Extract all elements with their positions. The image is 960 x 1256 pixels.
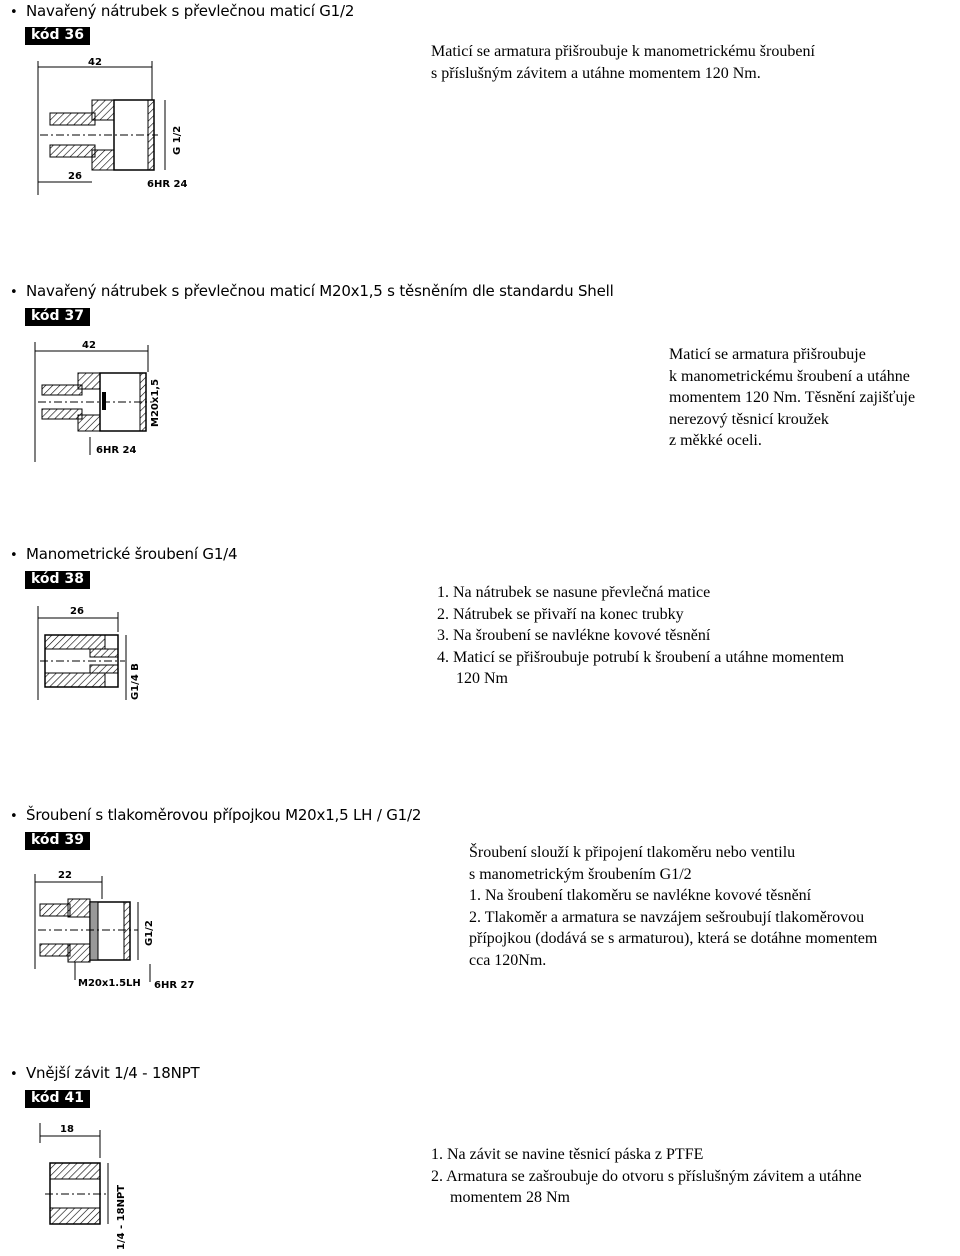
dim-length: 26 bbox=[70, 606, 84, 617]
dim-length: 22 bbox=[58, 870, 72, 881]
dim-hex: 6HR 24 bbox=[96, 445, 137, 456]
code-badge: kód 36 bbox=[25, 27, 90, 45]
section-heading: • Manometrické šroubení G1/4 bbox=[10, 545, 238, 563]
section-heading: • Vnější závit 1/4 - 18NPT bbox=[10, 1064, 200, 1082]
description: 1. Na nátrubek se nasune převlečná matice 2. Nátrubek se přivaří na konec trubky 3. Na šroubení se navlékne kovové těsnění 4. Maticí se přišroubuje potrubí k šroubení a utáhne momentem 120 Nm bbox=[437, 584, 845, 687]
dim-hex: 6HR 27 bbox=[154, 980, 195, 991]
section-heading: • Navařený nátrubek s převlečnou maticí G1/2 bbox=[10, 2, 355, 20]
description: 1. Na závit se navine těsnicí páska z PTFE 2. Armatura se zašroubuje do otvoru s příslušným závitem a utáhne momentem 28 Nm bbox=[431, 1146, 862, 1206]
dim-thread: 1/4 - 18NPT bbox=[116, 1184, 127, 1250]
fitting-drawing bbox=[30, 1118, 150, 1256]
fitting-drawing bbox=[30, 55, 200, 200]
description: Maticí se armatura přišroubuje k manometrickému šroubení s příslušným závitem a utáhne momentem 120 Nm. bbox=[431, 43, 815, 82]
dim-thread: M20x1,5 bbox=[150, 378, 161, 427]
code-badge: kód 41 bbox=[25, 1090, 90, 1108]
description: Šroubení slouží k připojení tlakoměru nebo ventilu s manometrickým šroubením G1/2 1. Na šroubení tlakoměru se navlékne kovové těsnění 2. Tlakoměr a armatura se navzájem sešroubují tlakoměrovou přípojkou (dodává se s armaturou), která se dotáhne momentem cca 120Nm. bbox=[469, 844, 878, 969]
dim-thread: G1/4 B bbox=[130, 663, 141, 700]
dim-length: 42 bbox=[82, 340, 96, 351]
dim-thread: G1/2 bbox=[144, 920, 155, 946]
dim-hex: 6HR 24 bbox=[147, 179, 188, 190]
section-heading: • Šroubení s tlakoměrovou přípojkou M20x1,5 LH / G1/2 bbox=[10, 806, 422, 824]
fitting-drawing bbox=[30, 864, 195, 992]
code-badge: kód 38 bbox=[25, 571, 90, 589]
dim-length: 42 bbox=[88, 57, 102, 68]
dim-inner: 26 bbox=[68, 171, 82, 182]
code-badge: kód 39 bbox=[25, 832, 90, 850]
dim-thread-left: M20x1.5LH bbox=[78, 978, 141, 989]
dim-thread: G 1/2 bbox=[172, 125, 183, 155]
section-heading: • Navařený nátrubek s převlečnou maticí M20x1,5 s těsněním dle standardu Shell bbox=[10, 282, 614, 300]
fitting-drawing bbox=[30, 337, 180, 462]
fitting-drawing bbox=[30, 600, 160, 705]
description: Maticí se armatura přišroubuje k manometrickému šroubení a utáhne momentem 120 Nm. Těsnění zajišťuje nerezový těsnicí kroužek z měkké oceli. bbox=[669, 346, 916, 449]
code-badge: kód 37 bbox=[25, 308, 90, 326]
dim-length: 18 bbox=[60, 1124, 74, 1135]
